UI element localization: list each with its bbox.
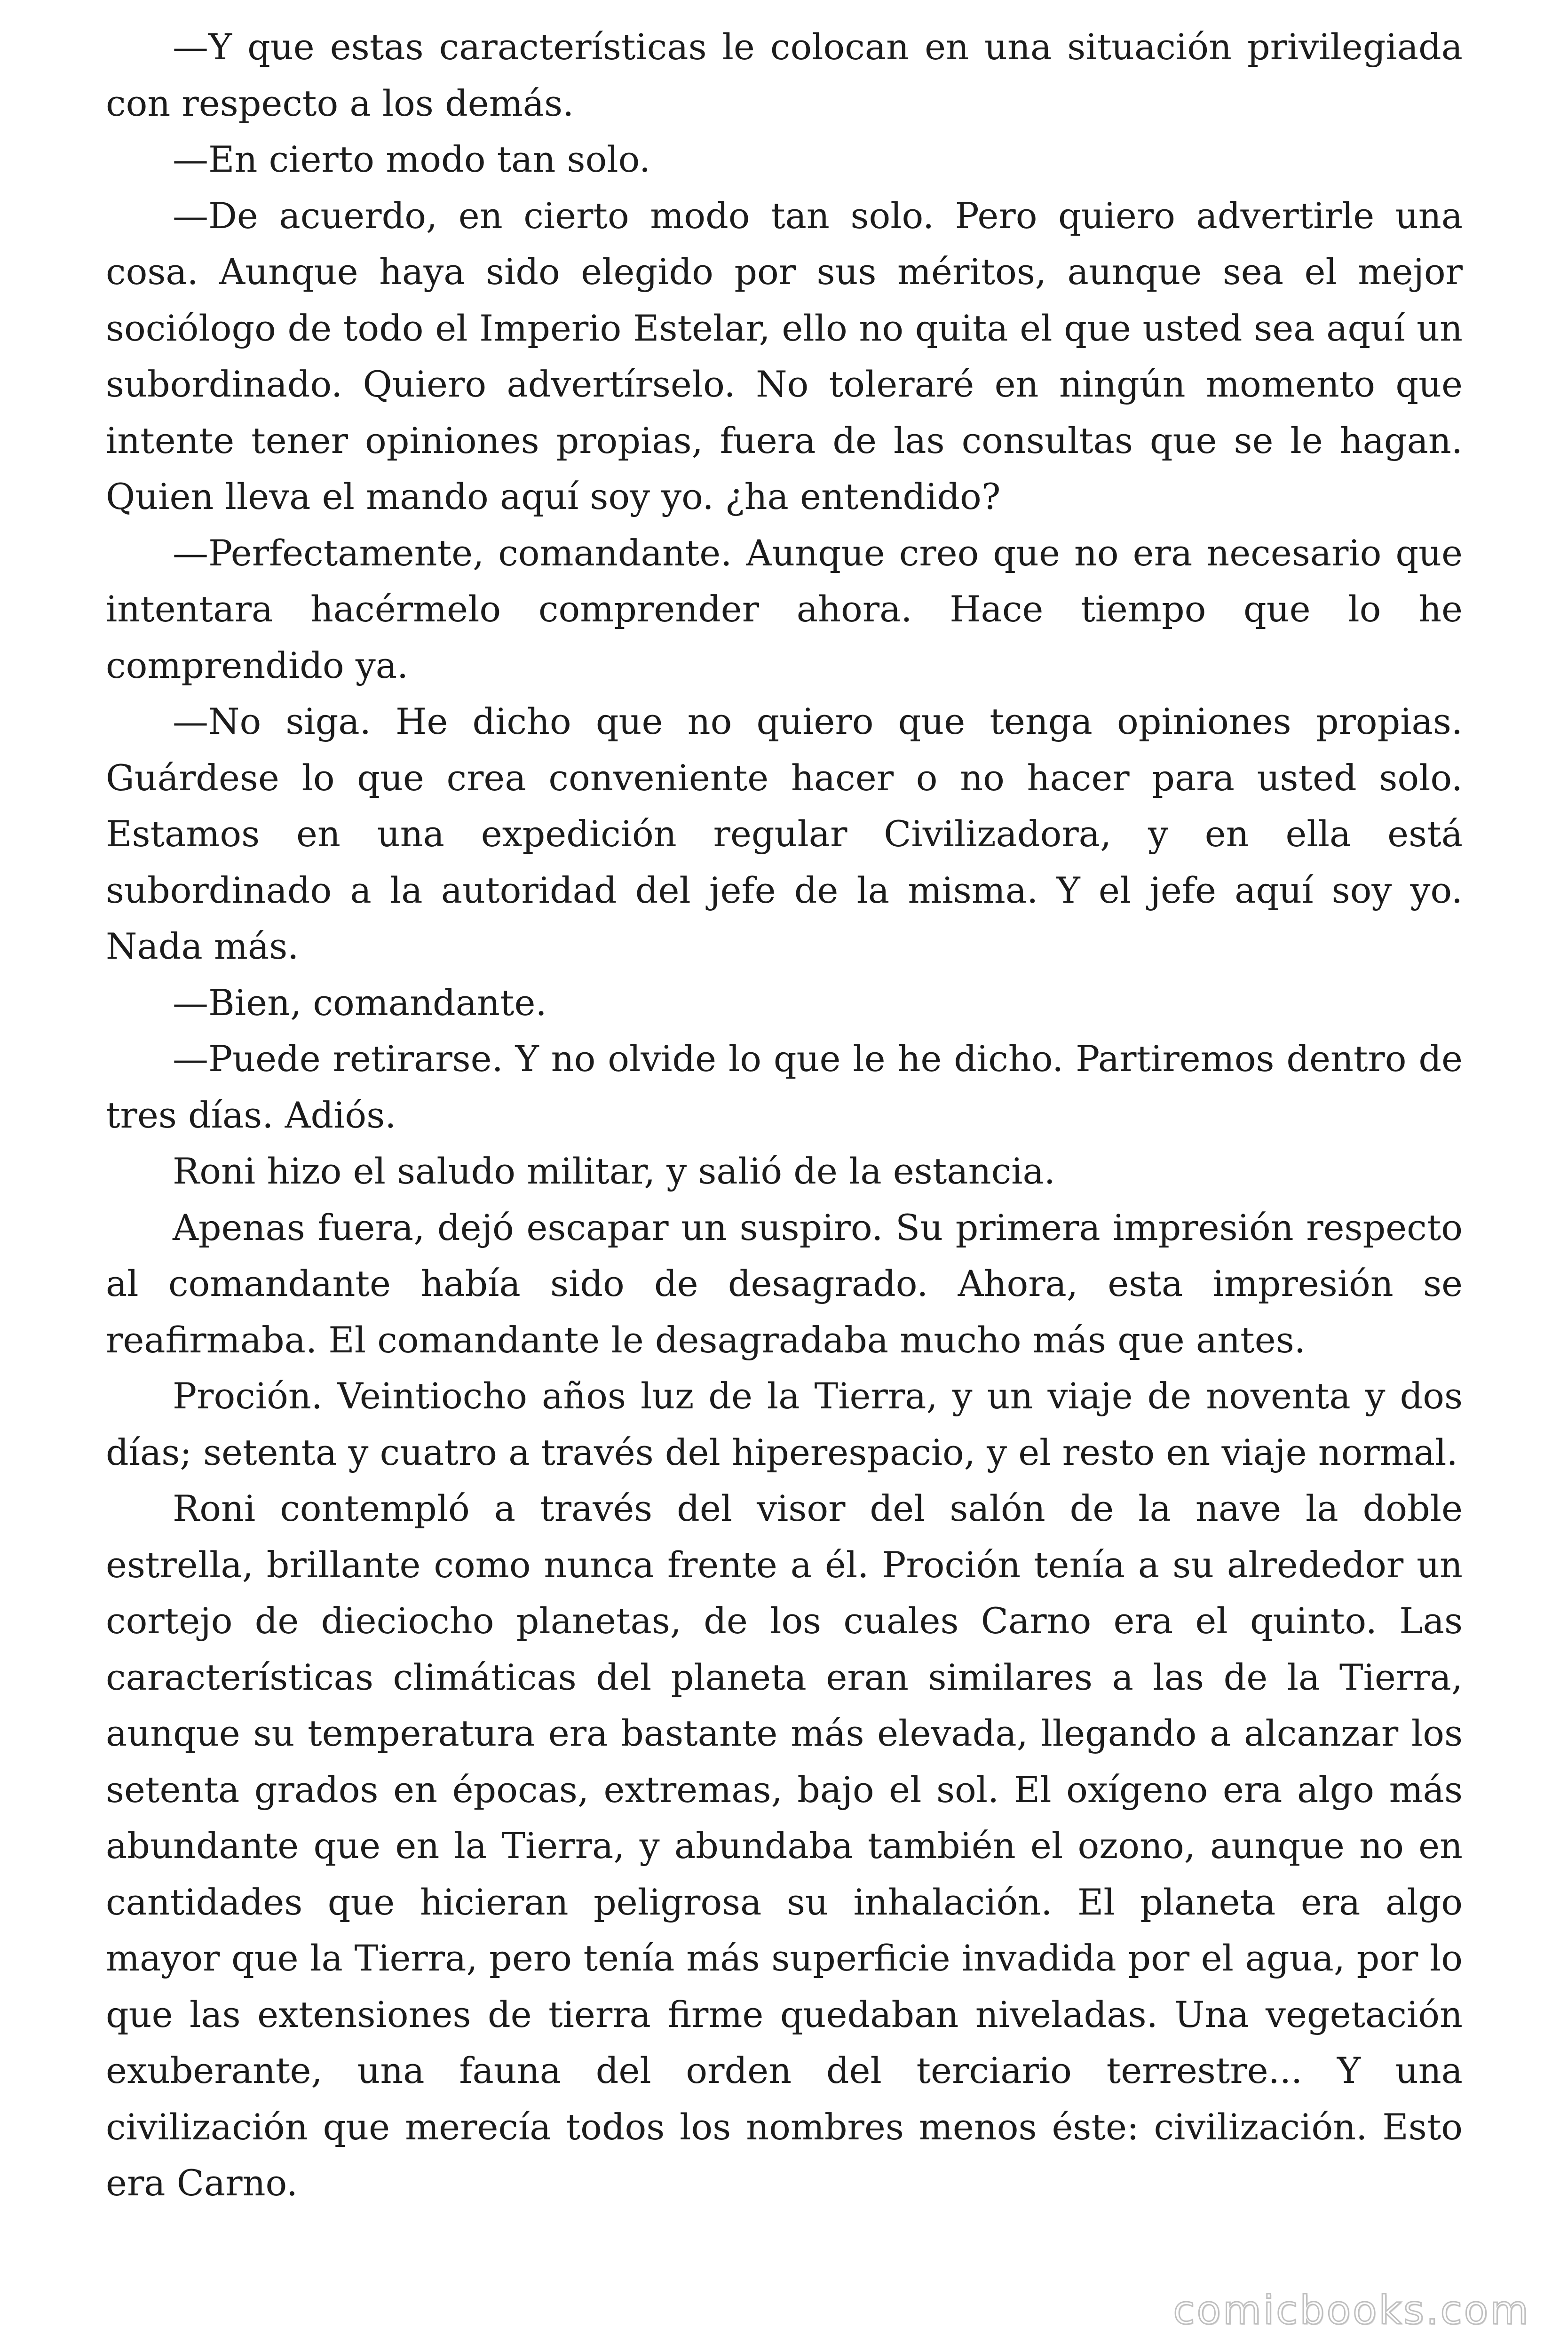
paragraph: Apenas fuera, dejó escapar un suspiro. Su primera impresión respecto al comandante había sido de desagrado. Ahora, esta impresión se reafirmaba. El comandante le desagradaba mucho más que antes. <box>106 1206 1463 1361</box>
paragraph: —Y que estas características le colocan en una situación privilegiada con respecto a los demás. <box>106 26 1463 124</box>
paragraph: —No siga. He dicho que no quiero que tenga opiniones propias. Guárdese lo que crea conveniente hacer o no hacer para usted solo. Estamos en una expedición regular Civilizadora, y en ella está subordinado a la autoridad del jefe de la misma. Y el jefe aquí soy yo. Nada más. <box>106 700 1463 967</box>
paragraph: —En cierto modo tan solo. <box>173 138 651 180</box>
paragraph: Proción. Veintiocho años luz de la Tierra, y un viaje de noventa y dos días; setenta y cuatro a través del hiperespacio, y el resto en viaje normal. <box>106 1375 1463 1473</box>
paragraph: —Perfectamente, comandante. Aunque creo que no era necesario que intentara hacérmelo comprender ahora. Hace tiempo que lo he comprendido ya. <box>106 532 1463 686</box>
paragraph: Roni contempló a través del visor del salón de la nave la doble estrella, brillante como nunca frente a él. Proción tenía a su alrededor un cortejo de dieciocho planetas, de los cuales Carno era el quinto. Las características climáticas del planeta eran similares a las de la Tierra, aunque su temperatura era bastante más elevada, llegando a alcanzar los setenta grados en épocas, extremas, bajo el sol. El oxígeno era algo más abundante que en la Tierra, y abundaba también el ozono, aunque no en cantidades que hicieran peligrosa su inhalación. El planeta era algo mayor que la Tierra, pero tenía más superficie invadida por el agua, por lo que las extensiones de tierra firme quedaban niveladas. Una vegetación exuberante, una fauna del orden del terciario terrestre... Y una civilización que merecía todos los nombres menos éste: civilización. Esto era Carno. <box>106 1487 1463 2204</box>
paragraph: Roni hizo el saludo militar, y salió de la estancia. <box>173 1150 1055 1192</box>
paragraph: —Bien, comandante. <box>173 981 547 1024</box>
watermark: comicbooks.com <box>1173 2287 1530 2333</box>
paragraph: —De acuerdo, en cierto modo tan solo. Pero quiero advertirle una cosa. Aunque haya sido elegido por sus méritos, aunque sea el mejor sociólogo de todo el Imperio Estelar, ello no quita el que usted sea aquí un subordinado. Quiero advertírselo. No toleraré en ningún momento que intente tener opiniones propias, fuera de las consultas que se le hagan. Quien lleva el mando aquí soy yo. ¿ha entendido? <box>106 194 1463 517</box>
book-page <box>106 19 1463 2211</box>
paragraph: —Puede retirarse. Y no olvide lo que le he dicho. Partiremos dentro de tres días. Adiós. <box>106 1038 1463 1136</box>
